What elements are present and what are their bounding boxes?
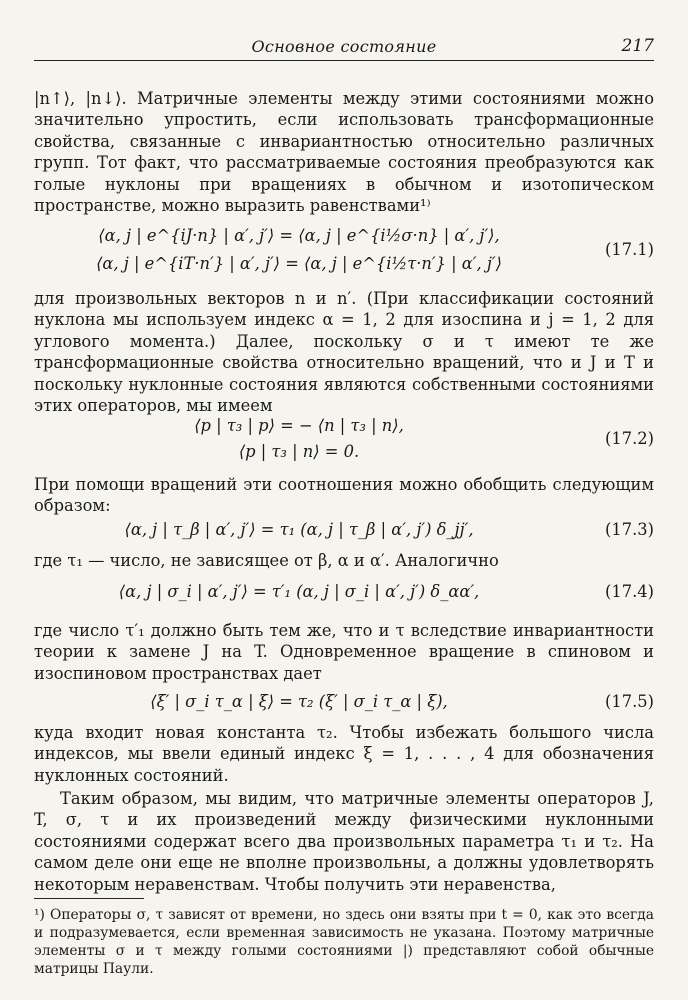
equation-17-4 <box>34 582 654 606</box>
footnote-divider <box>34 898 144 899</box>
equation-17-1 <box>34 222 654 282</box>
paragraph-classification <box>34 288 654 416</box>
equation-number: (17.2) <box>605 429 654 448</box>
paragraph-constant <box>34 722 654 786</box>
paragraph-text: Таким образом, мы видим, что матричные элементы операторов J, T, σ, τ и их произведений между физическими нуклонными состояниями содержат всего два произвольных параметра τ₁ и τ₂. На самом деле они еще не вполне произвольны, а должны удовлетворять некоторым неравенствам. Чтобы получить эти неравенства, <box>34 789 654 894</box>
equation-line: ⟨α, j | e^{iJ·n} | α′, j′⟩ = ⟨α, j | e^{i½σ·n} | α′, j′⟩, <box>98 226 500 245</box>
equation-17-5 <box>34 692 654 716</box>
equation-line: ⟨α, j | σ_i | α′, j′⟩ = τ′₁ (α, j | σ_i | α′, j′) δ_αα′, <box>118 582 480 601</box>
paragraph-invariance <box>34 620 654 684</box>
paragraph-text: где число τ′₁ должно быть тем же, что и τ вследствие инвариантности теории к замене J на T. Одновременное вращение в спиновом и изоспиновом пространствах дает <box>34 621 654 683</box>
equation-line: ⟨ξ′ | σ_i τ_α | ξ⟩ = τ₂ (ξ′ | σ_i τ_α | ξ), <box>150 692 448 711</box>
equation-number: (17.1) <box>605 240 654 259</box>
equation-number: (17.5) <box>605 692 654 711</box>
equation-line: ⟨α, j | τ_β | α′, j′⟩ = τ₁ (α, j | τ_β | α′, j′) δ_jj′, <box>124 520 474 539</box>
running-title: Основное состояние <box>251 37 437 56</box>
paragraph-text: |n↑⟩, |n↓⟩. Матричные элементы между этими состояниями можно значительно упростить, если использовать трансформационные свойства, связанные с инвариантностью относительно различных групп. Тот факт, что рассматриваемые состояния преобразуются как голые нуклоны при вращениях в обычном и изотопическом пространстве, можно выразить равенствами¹⁾ <box>34 89 654 216</box>
equation-line: ⟨p | τ₃ | p⟩ = − ⟨n | τ₃ | n⟩, <box>194 416 404 435</box>
equation-17-2 <box>34 414 654 464</box>
paragraph-text: для произвольных векторов n и n′. (При классификации состояний нуклона мы используем индекс α = 1, 2 для изоспина и j = 1, 2 для углового момента.) Далее, поскольку σ и τ имеют те же трансформационные свойства относительно вращений, что и J и T и поскольку нуклонные состояния являются собственными состояниями этих операторов, мы имеем <box>34 289 654 416</box>
paragraph-text: При помощи вращений эти соотношения можно обобщить следующим образом: <box>34 475 654 516</box>
equation-17-3 <box>34 520 654 544</box>
footnote <box>34 906 654 978</box>
paragraph-text: куда входит новая константа τ₂. Чтобы избежать большого числа индексов, мы ввели единый индекс ξ = 1, . . . , 4 для обозначения нуклонных состояний. <box>34 723 654 785</box>
equation-number: (17.3) <box>605 520 654 539</box>
footnote-text: ¹) Операторы σ, τ зависят от времени, но здесь они взяты при t = 0, как это всегда и подразумевается, если временная зависимость не указана. Поэтому матричные элементы σ и τ между голыми состояниями |) представляют собой обычные матрицы Паули. <box>34 907 654 977</box>
equation-line: ⟨p | τ₃ | n⟩ = 0. <box>238 442 360 461</box>
page-number: 217 <box>621 36 654 56</box>
paragraph-text: где τ₁ — число, не зависящее от β, α и α′. Аналогично <box>34 551 499 570</box>
equation-line: ⟨α, j | e^{iT·n′} | α′, j′⟩ = ⟨α, j | e^{i½τ·n′} | α′, j′⟩ <box>96 254 502 273</box>
paragraph-intro <box>34 88 654 216</box>
running-header <box>34 34 654 61</box>
paragraph-conclusion <box>34 788 654 895</box>
equation-number: (17.4) <box>605 582 654 601</box>
paragraph-tau1 <box>34 550 654 571</box>
paragraph-generalize <box>34 474 654 517</box>
